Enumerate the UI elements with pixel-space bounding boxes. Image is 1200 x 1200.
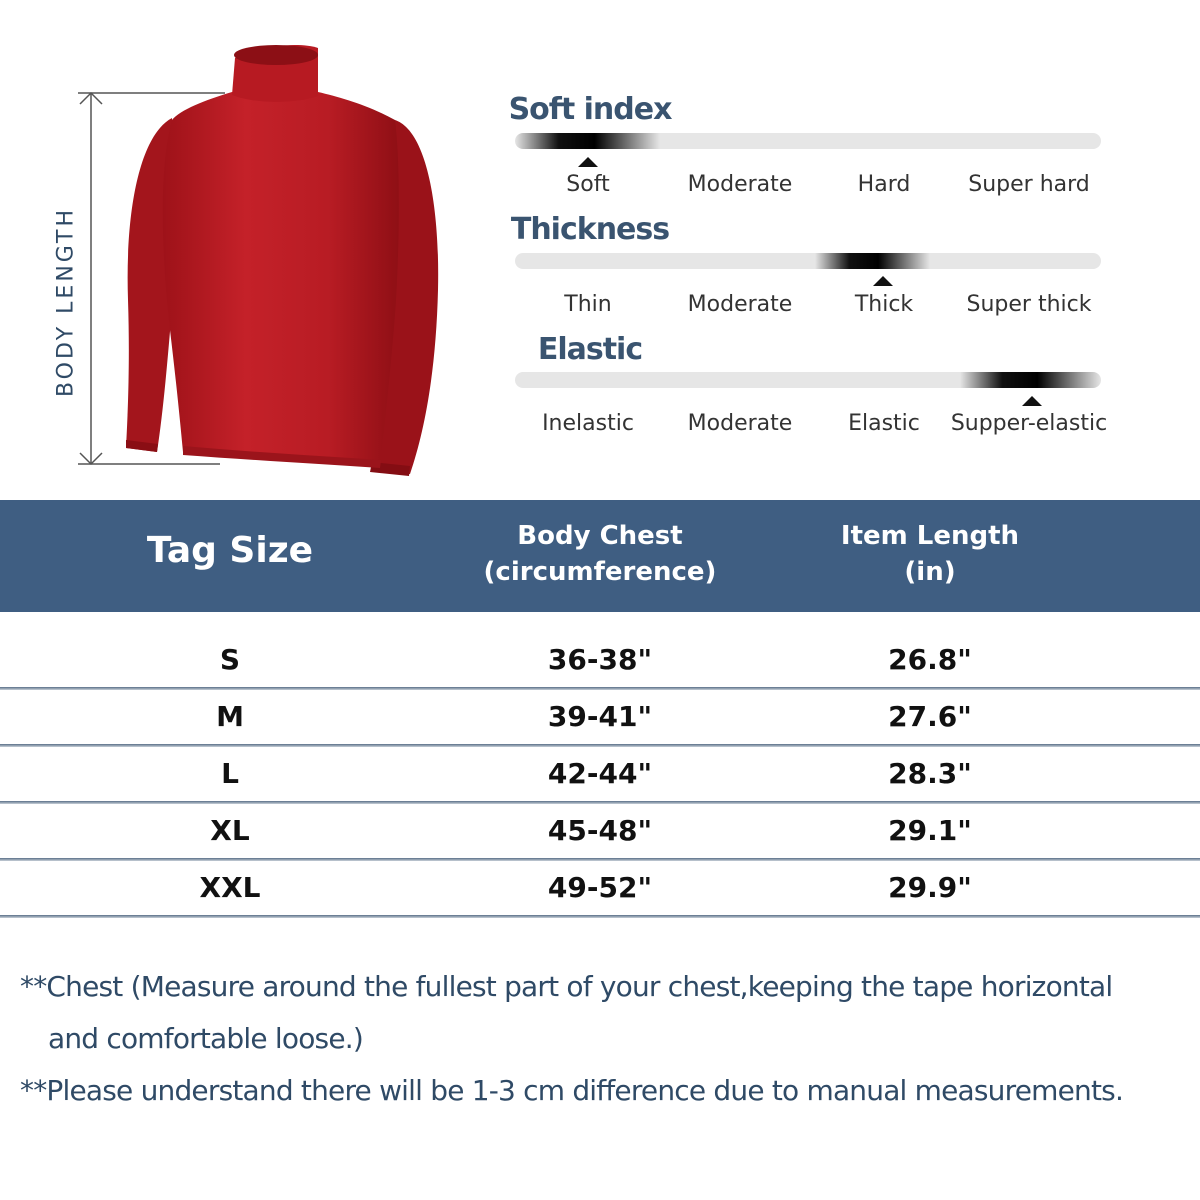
cell-length: 29.1"	[888, 814, 972, 847]
header-tag-size: Tag Size	[146, 530, 314, 571]
header-chest-line1: Body Chest	[517, 521, 683, 551]
shirt-body	[163, 92, 399, 466]
scale-option: Thick	[854, 292, 914, 317]
scale-title: Thickness	[510, 212, 670, 247]
scale-option: Thin	[564, 292, 612, 317]
scale-option: Elastic	[848, 411, 920, 436]
pointer-up-icon	[1022, 396, 1042, 406]
garment-figure	[0, 0, 500, 490]
scale-bar	[515, 133, 1101, 149]
row-divider	[0, 915, 1200, 918]
scale-option: Inelastic	[542, 411, 634, 436]
table-row	[0, 861, 1200, 918]
table-row	[0, 633, 1200, 690]
note-difference: **Please understand there will be 1-3 cm difference due to manual measurements.	[20, 1074, 1124, 1107]
cell-chest: 42-44"	[547, 757, 653, 790]
header-length-line2: (in)	[904, 557, 956, 587]
body-length-label: BODY LENGTH	[53, 206, 79, 398]
note-chest-line2: and comfortable loose.)	[48, 1022, 363, 1055]
scale-option: Supper-elastic	[950, 411, 1108, 436]
scale-title: Soft index	[508, 92, 672, 127]
cell-size: XL	[210, 814, 250, 847]
scale-title: Elastic	[537, 332, 643, 367]
scale-option: Super hard	[968, 172, 1090, 197]
header-item-length	[770, 518, 1090, 590]
cell-length: 27.6"	[888, 700, 972, 733]
scale-option: Soft	[566, 172, 610, 197]
scale-bar	[515, 253, 1101, 269]
cell-length: 29.9"	[888, 871, 972, 904]
cell-size: M	[216, 700, 244, 733]
scale-level-indicator	[515, 133, 660, 149]
note-chest-line1: **Chest (Measure around the fullest part of your chest,keeping the tape horizontal	[20, 970, 1113, 1003]
cell-length: 26.8"	[888, 643, 972, 676]
header-chest-line2: (circumference)	[483, 557, 717, 587]
cell-chest: 36-38"	[547, 643, 653, 676]
collar-opening	[234, 45, 318, 65]
table-row	[0, 804, 1200, 861]
scale-option: Moderate	[687, 292, 793, 317]
cell-chest: 45-48"	[547, 814, 653, 847]
scale-option: Super thick	[966, 292, 1092, 317]
table-row	[0, 747, 1200, 804]
cell-size: S	[219, 643, 241, 676]
cell-length: 28.3"	[888, 757, 972, 790]
pointer-up-icon	[873, 276, 893, 286]
table-header	[0, 500, 1200, 612]
scale-level-indicator	[815, 253, 930, 269]
header-length-line1: Item Length	[840, 521, 1020, 551]
scale-option: Hard	[857, 172, 911, 197]
scale-bar	[515, 372, 1101, 388]
cell-chest: 39-41"	[547, 700, 653, 733]
cell-size: L	[221, 757, 239, 790]
pointer-up-icon	[578, 157, 598, 167]
table-row	[0, 690, 1200, 747]
cell-chest: 49-52"	[547, 871, 653, 904]
scale-option: Moderate	[687, 172, 793, 197]
cell-size: XXL	[199, 871, 261, 904]
scale-option: Moderate	[687, 411, 793, 436]
header-body-chest	[430, 518, 770, 590]
scale-level-indicator	[960, 372, 1101, 388]
